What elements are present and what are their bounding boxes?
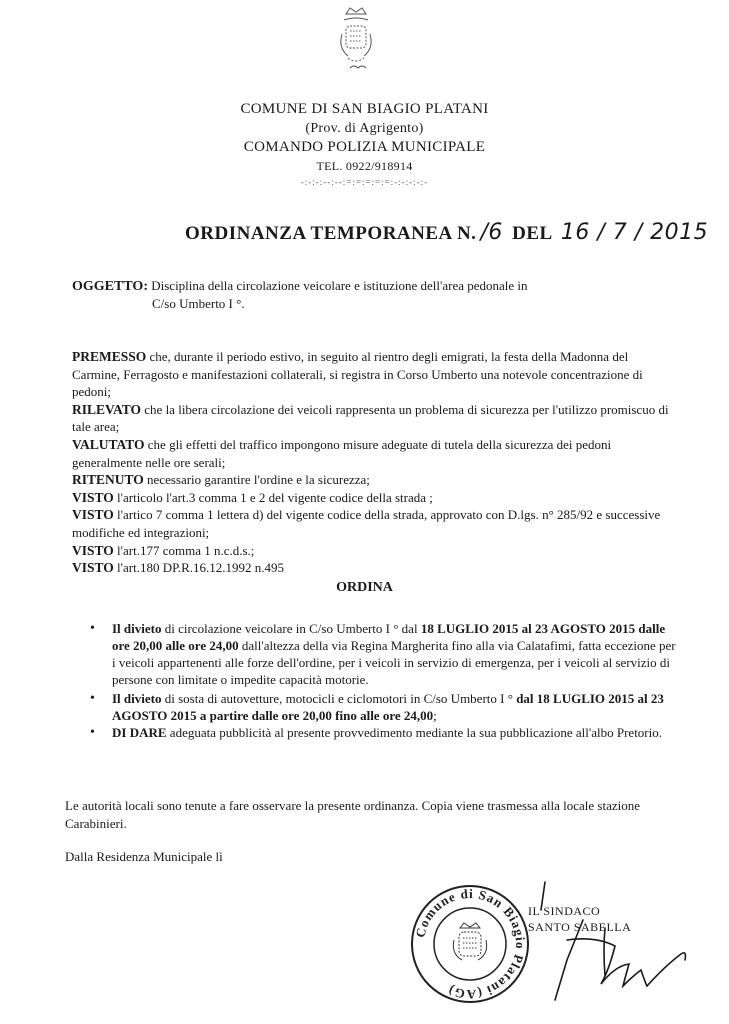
recital-paragraph: [72, 436, 672, 471]
recital-keyword: RITENUTO: [72, 472, 144, 488]
recital-text: necessario garantire l'ordine e la sicurezza;: [143, 472, 370, 488]
recital-keyword: VISTO: [72, 560, 114, 576]
ordinance-date: 16 / 7 / 2015: [560, 220, 709, 245]
recital-text: che la libera circolazione dei veicoli rappresenta un problema di sicurezza per l'utilizzo promiscuo di tale area;: [72, 401, 669, 435]
order-keyword: Il divieto: [112, 621, 162, 636]
order-text: di sosta di autovetture, motocicli e ciclomotori in C/so Umberto I °: [161, 691, 517, 706]
recital-text: l'art.180 DP.R.16.12.1992 n.495: [113, 560, 285, 576]
issued-at-line: Dalla Residenza Municipale lì: [65, 849, 223, 864]
signatory-role: IL SINDACO: [528, 904, 601, 918]
recital-paragraph: [72, 506, 672, 541]
order-text: di circolazione veicolare in C/so Umberto I ° dal: [161, 621, 421, 636]
subject-label: OGGETTO:: [72, 279, 148, 294]
recital-keyword: RILEVATO: [72, 401, 142, 417]
recital-keyword: VISTO: [72, 507, 114, 523]
order-item: [88, 690, 678, 724]
subject-text-2: C/so Umberto I °.: [152, 296, 245, 311]
subject-block: [72, 277, 672, 312]
closing-paragraph: Le autorità locali sono tenute a fare osservare la presente ordinanza. Copia viene trasmessa alla locale stazione Carabinieri.: [65, 798, 640, 831]
order-keyword: Il divieto: [112, 691, 162, 706]
ordinance-number: /6: [480, 220, 503, 245]
recital-text: che gli effetti del traffico impongono misure adeguate di tutela della sicurezza dei pedoni generalmente nelle ore serali;: [72, 436, 612, 470]
recital-keyword: VALUTATO: [72, 436, 145, 452]
ordina-heading: ORDINA: [336, 580, 393, 595]
recital-keyword: PREMESSO: [72, 349, 147, 364]
order-text: adeguata pubblicità al presente provvedimento mediante la sua pubblicazione all'albo Pretorio.: [166, 725, 662, 740]
subject-text-1: Disciplina della circolazione veicolare e istituzione dell'area pedonale in: [147, 278, 528, 293]
recital-paragraph: [72, 471, 672, 489]
title-del: DEL: [512, 223, 552, 244]
municipal-crest-icon: [330, 4, 382, 84]
order-text: dall'altezza della via Regina Margherita fino alla via Calatafimi, fatta eccezione per i veicoli appartenenti alle forze dell'ordine, per i veicoli in servizio di emergenza, per i veicoli al servizio di persone con limitate o impedite capacità motorie.: [112, 638, 676, 687]
recital-text: l'articolo l'art.3 comma 1 e 2 del vigente codice della strada ;: [113, 489, 433, 505]
recital-text: che, durante il periodo estivo, in seguito al rientro degli emigrati, la festa della Madonna del Carmine, Ferragosto e manifestazioni collaterali, si registra in Corso Umberto una notevole concentrazione di pedoni;: [72, 349, 643, 400]
handwritten-signature-icon: [505, 880, 705, 1010]
province-line: (Prov. di Agrigento): [305, 121, 424, 136]
recitals-block: [72, 348, 672, 577]
signatory-name: SANTO SABELLA: [528, 920, 632, 934]
recital-keyword: VISTO: [72, 489, 114, 505]
order-item: [88, 724, 678, 741]
header-divider: -:-:-:--:--:=:=:=:=:=:-:-:-:-:-: [300, 177, 429, 187]
recital-keyword: VISTO: [72, 542, 114, 558]
title-prefix: ORDINANZA TEMPORANEA N.: [185, 223, 477, 244]
department-name: COMANDO POLIZIA MUNICIPALE: [243, 139, 486, 155]
order-text: ;: [433, 708, 437, 723]
ordinance-title: [185, 220, 712, 245]
recital-paragraph: [72, 542, 672, 560]
municipality-name: COMUNE DI SAN BIAGIO PLATANI: [240, 101, 489, 117]
order-keyword: DI DARE: [112, 725, 167, 740]
recital-text: l'art.177 comma 1 n.c.d.s.;: [113, 542, 255, 558]
recital-paragraph: [72, 559, 672, 577]
order-period: dal 18 LUGLIO 2015 al 23 AGOSTO 2015 a partire dalle ore 20,00 fino alle ore 24,00: [112, 691, 664, 723]
letterhead: [0, 100, 729, 188]
recital-paragraph: [72, 401, 672, 436]
seal-text: Comune di San Biagio Platani (AG): [412, 885, 529, 1003]
order-list: [88, 620, 678, 741]
recital-paragraph: [72, 348, 672, 401]
order-period: 18 LUGLIO 2015 al 23 AGOSTO 2015 dalle ore 20,00 alle ore 24,00: [112, 621, 666, 653]
recital-paragraph: [72, 489, 672, 507]
order-item: [88, 620, 678, 688]
telephone-line: TEL. 0922/918914: [316, 159, 413, 173]
recital-text: l'artico 7 comma 1 lettera d) del vigente codice della strada, approvato con D.lgs. n° 285/92 e successive modifiche ed integrazioni;: [72, 507, 661, 540]
